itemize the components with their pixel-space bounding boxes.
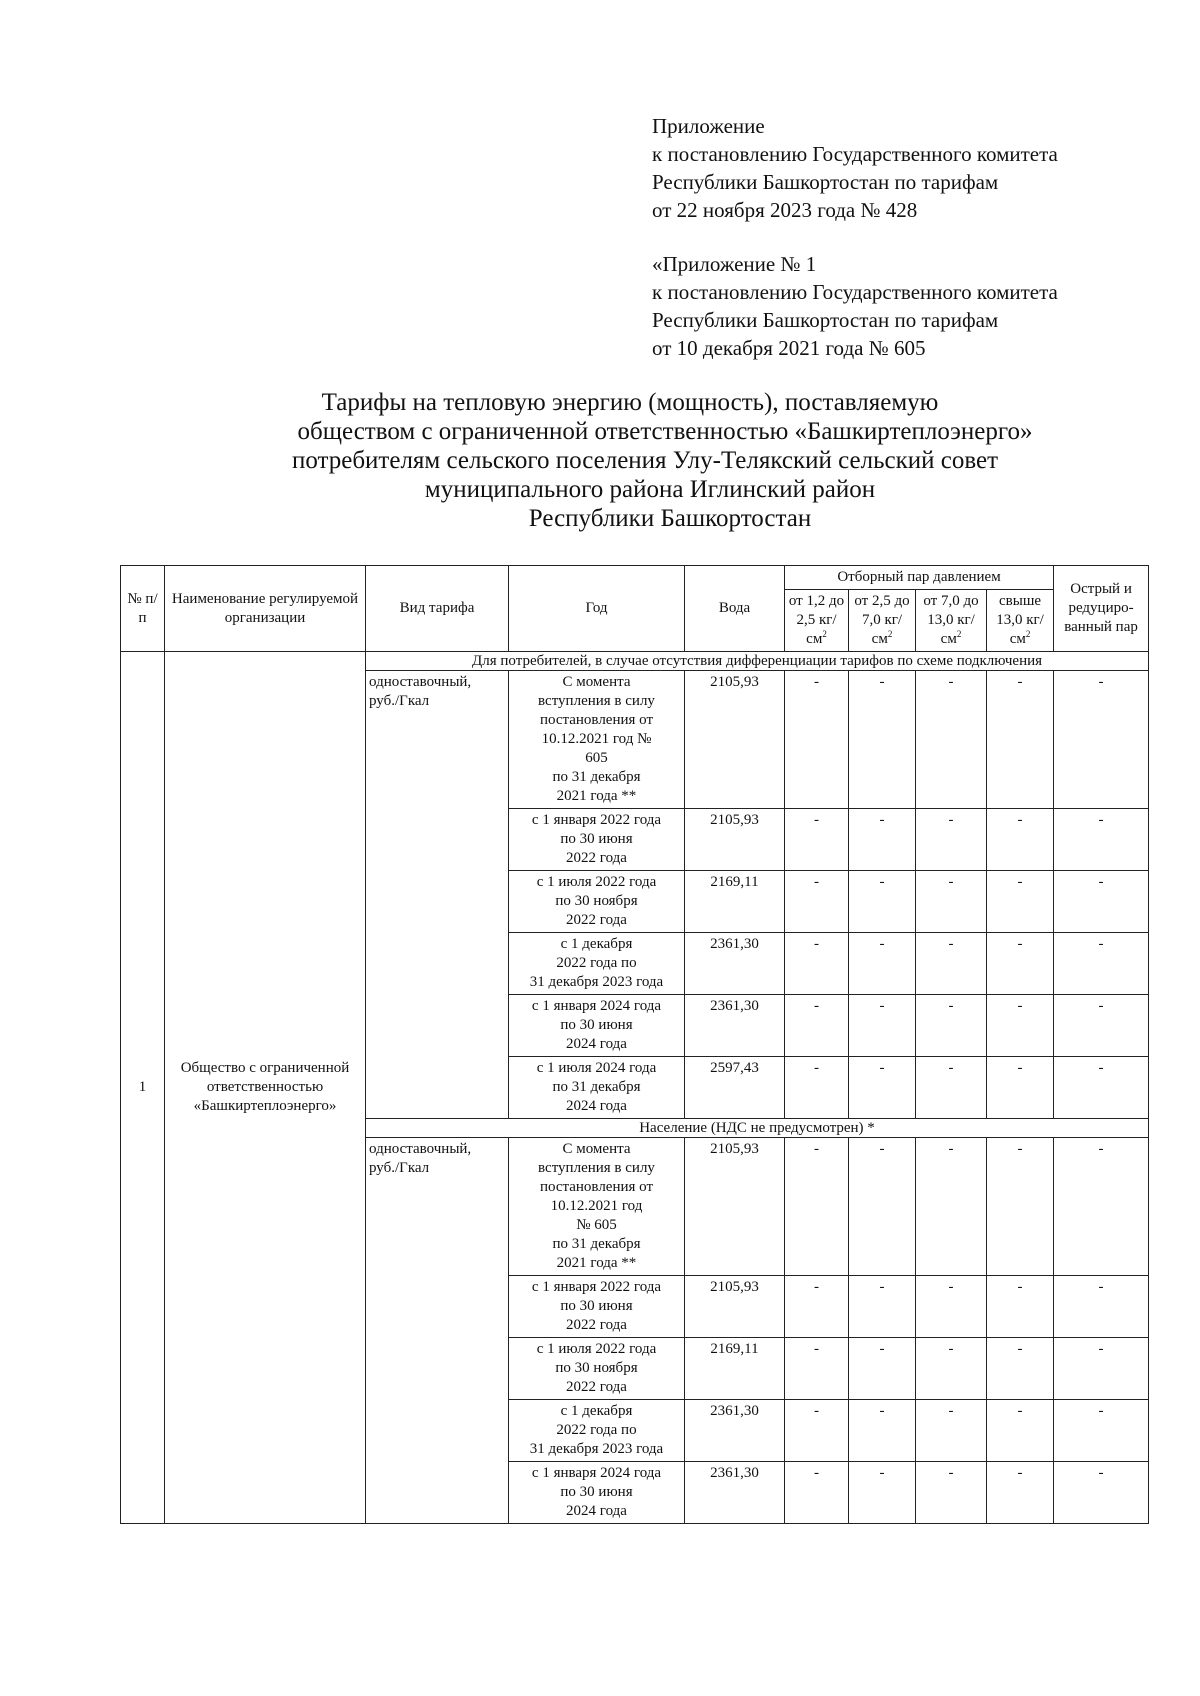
header-water: Вода <box>685 566 785 652</box>
period-line: 10.12.2021 год <box>550 1198 643 1214</box>
empty-value-cell: - <box>1054 871 1149 933</box>
header-kind: Вид тарифа <box>366 566 509 652</box>
period-line: по 31 декабря <box>552 1236 641 1252</box>
header-pressure-3: от 7,0 до 13,0 $кг/см^2$ <box>916 590 987 652</box>
title-line: потребителям сельского поселения Улу-Телякский сельский совет <box>291 447 999 474</box>
annex-line: к постановлению Государственного комитета <box>652 142 1058 166</box>
water-tariff-cell: 2361,30 <box>685 1462 785 1524</box>
period-line: постановления от <box>539 712 654 728</box>
empty-value-cell: - <box>849 809 916 871</box>
period-line: 10.12.2021 год № <box>541 731 652 747</box>
period-line: С момента <box>562 1141 631 1157</box>
empty-value-cell: - <box>785 1462 849 1524</box>
period-cell <box>509 809 685 871</box>
empty-value-cell: - <box>849 933 916 995</box>
period-line: с 1 января 2022 года <box>531 1279 662 1295</box>
period-line: 2024 года <box>566 1036 627 1052</box>
empty-value-cell: - <box>1054 995 1149 1057</box>
empty-value-cell: - <box>987 1276 1054 1338</box>
header-org: Наименование регулируемой организации <box>165 566 366 652</box>
empty-value-cell: - <box>849 1462 916 1524</box>
period-cell <box>509 995 685 1057</box>
header-pressure-4: свыше 13,0 $кг/см^2$ <box>987 590 1054 652</box>
empty-value-cell: - <box>987 1338 1054 1400</box>
empty-value-cell: - <box>1054 1338 1149 1400</box>
empty-value-cell: - <box>1054 1462 1149 1524</box>
empty-value-cell: - <box>849 871 916 933</box>
section-title: Для потребителей, в случае отсутствия дифференциации тарифов по схеме подключения <box>366 652 1149 671</box>
period-line: по 30 ноября <box>555 893 638 909</box>
empty-value-cell: - <box>849 1338 916 1400</box>
annex-line: Республики Башкортостан по тарифам <box>652 170 999 194</box>
period-line: 2024 года <box>566 1503 627 1519</box>
water-tariff-cell: 2105,93 <box>685 1276 785 1338</box>
empty-value-cell: - <box>1054 1276 1149 1338</box>
header-pressure-2: от 2,5 до 7,0 $кг/см^2$ <box>849 590 916 652</box>
period-line: вступления в силу <box>538 693 655 709</box>
header-year: Год <box>509 566 685 652</box>
empty-value-cell: - <box>987 1057 1054 1119</box>
empty-value-cell: - <box>987 995 1054 1057</box>
period-line: по 30 июня <box>560 1484 633 1500</box>
empty-value-cell: - <box>785 1400 849 1462</box>
period-cell <box>509 933 685 995</box>
empty-value-cell: - <box>916 1138 987 1276</box>
empty-value-cell: - <box>916 671 987 809</box>
empty-value-cell: - <box>785 995 849 1057</box>
empty-value-cell: - <box>1054 1400 1149 1462</box>
organization-cell: Общество с ограниченной ответственностью «Башкиртеплоэнерго» <box>165 652 366 1524</box>
period-line: вступления в силу <box>538 1160 655 1176</box>
empty-value-cell: - <box>785 933 849 995</box>
empty-value-cell: - <box>987 871 1054 933</box>
period-cell <box>509 1057 685 1119</box>
water-tariff-cell: 2361,30 <box>685 1400 785 1462</box>
empty-value-cell: - <box>785 871 849 933</box>
period-line: № 605 <box>576 1217 617 1233</box>
title-line: Тарифы на тепловую энергию (мощность), поставляемую <box>321 389 939 416</box>
header-no: № п/п <box>121 566 165 652</box>
empty-value-cell: - <box>785 1338 849 1400</box>
period-cell <box>509 1276 685 1338</box>
annex-block <box>652 112 1058 224</box>
water-tariff-cell: 2105,93 <box>685 809 785 871</box>
empty-value-cell: - <box>916 1400 987 1462</box>
period-line: по 31 декабря <box>552 1079 641 1095</box>
empty-value-cell: - <box>916 809 987 871</box>
empty-value-cell: - <box>1054 933 1149 995</box>
annex-line: Приложение <box>652 114 765 138</box>
annex-prev-line: «Приложение № 1 <box>652 252 817 276</box>
period-line: 2021 года ** <box>556 788 637 804</box>
period-line: с 1 января 2024 года <box>531 998 662 1014</box>
empty-value-cell: - <box>916 933 987 995</box>
period-line: с 1 января 2022 года <box>531 812 662 828</box>
water-tariff-cell: 2597,43 <box>685 1057 785 1119</box>
water-tariff-cell: 2169,11 <box>685 1338 785 1400</box>
water-tariff-cell: 2361,30 <box>685 933 785 995</box>
period-line: с 1 июля 2022 года <box>536 1341 657 1357</box>
title-line: обществом с ограниченной ответственностью «Башкиртеплоэнерго» <box>297 418 1033 445</box>
empty-value-cell: - <box>849 1138 916 1276</box>
empty-value-cell: - <box>916 1276 987 1338</box>
period-line: 2022 года по <box>556 1422 637 1438</box>
period-cell <box>509 1462 685 1524</box>
water-tariff-cell: 2361,30 <box>685 995 785 1057</box>
tariff-kind-cell: одноставочный, руб./Гкал <box>366 671 509 1119</box>
period-cell <box>509 871 685 933</box>
annex-prev-line: к постановлению Государственного комитета <box>652 280 1058 304</box>
period-line: 2021 года ** <box>556 1255 637 1271</box>
period-line: по 30 июня <box>560 1017 633 1033</box>
empty-value-cell: - <box>1054 809 1149 871</box>
period-line: по 30 ноября <box>555 1360 638 1376</box>
empty-value-cell: - <box>1054 1057 1149 1119</box>
empty-value-cell: - <box>987 1400 1054 1462</box>
empty-value-cell: - <box>987 1138 1054 1276</box>
empty-value-cell: - <box>916 871 987 933</box>
row-number-cell: 1 <box>121 652 165 1524</box>
period-line: 605 <box>585 750 608 766</box>
empty-value-cell: - <box>916 995 987 1057</box>
period-line: 2022 года <box>566 1379 627 1395</box>
period-line: по 31 декабря <box>552 769 641 785</box>
empty-value-cell: - <box>987 933 1054 995</box>
empty-value-cell: - <box>849 1057 916 1119</box>
annex-line: от 22 ноября 2023 года № 428 <box>652 198 918 222</box>
section-title: Население (НДС не предусмотрен) * <box>366 1119 1149 1138</box>
empty-value-cell: - <box>849 1276 916 1338</box>
section-row <box>121 652 1149 671</box>
empty-value-cell: - <box>916 1462 987 1524</box>
empty-value-cell: - <box>849 671 916 809</box>
tariff-table <box>120 565 1149 1524</box>
period-cell <box>509 1400 685 1462</box>
annex-prev-line: Республики Башкортостан по тарифам <box>652 308 999 332</box>
empty-value-cell: - <box>1054 1138 1149 1276</box>
period-cell <box>509 1338 685 1400</box>
title-line: муниципального района Иглинский район <box>424 476 876 503</box>
period-line: с 1 января 2024 года <box>531 1465 662 1481</box>
empty-value-cell: - <box>785 1138 849 1276</box>
period-line: 2024 года <box>566 1098 627 1114</box>
period-line: 2022 года по <box>556 955 637 971</box>
period-cell <box>509 671 685 809</box>
empty-value-cell: - <box>785 1057 849 1119</box>
water-tariff-cell: 2105,93 <box>685 671 785 809</box>
header-steam: Отборный пар давлением <box>785 566 1054 590</box>
annex-prev-line: от 10 декабря 2021 года № 605 <box>652 336 926 360</box>
empty-value-cell: - <box>987 809 1054 871</box>
empty-value-cell: - <box>1054 671 1149 809</box>
water-tariff-cell: 2105,93 <box>685 1138 785 1276</box>
document-title <box>230 388 1090 533</box>
period-line: с 1 июля 2022 года <box>536 874 657 890</box>
period-line: с 1 декабря <box>560 936 633 952</box>
period-line: 2022 года <box>566 912 627 928</box>
period-line: с 1 декабря <box>560 1403 633 1419</box>
period-line: 2022 года <box>566 850 627 866</box>
tariff-kind-cell: одноставочный, руб./Гкал <box>366 1138 509 1524</box>
header-pressure-1: от 1,2 до 2,5 $кг/см^2$ <box>785 590 849 652</box>
empty-value-cell: - <box>916 1057 987 1119</box>
empty-value-cell: - <box>785 671 849 809</box>
period-line: по 30 июня <box>560 1298 633 1314</box>
empty-value-cell: - <box>785 809 849 871</box>
empty-value-cell: - <box>916 1338 987 1400</box>
header-sharp-steam: Острый и редуциро-ванный пар <box>1054 566 1149 652</box>
annex-prev-block <box>652 250 1058 362</box>
empty-value-cell: - <box>987 671 1054 809</box>
empty-value-cell: - <box>785 1276 849 1338</box>
period-line: 31 декабря 2023 года <box>529 1441 664 1457</box>
empty-value-cell: - <box>987 1462 1054 1524</box>
period-line: постановления от <box>539 1179 654 1195</box>
water-tariff-cell: 2169,11 <box>685 871 785 933</box>
period-cell <box>509 1138 685 1276</box>
tariff-table-body <box>121 652 1149 1524</box>
period-line: 2022 года <box>566 1317 627 1333</box>
empty-value-cell: - <box>849 1400 916 1462</box>
title-line: Республики Башкортостан <box>528 505 812 532</box>
period-line: с 1 июля 2024 года <box>536 1060 657 1076</box>
empty-value-cell: - <box>849 995 916 1057</box>
period-line: по 30 июня <box>560 831 633 847</box>
period-line: 31 декабря 2023 года <box>529 974 664 990</box>
period-line: С момента <box>562 674 631 690</box>
